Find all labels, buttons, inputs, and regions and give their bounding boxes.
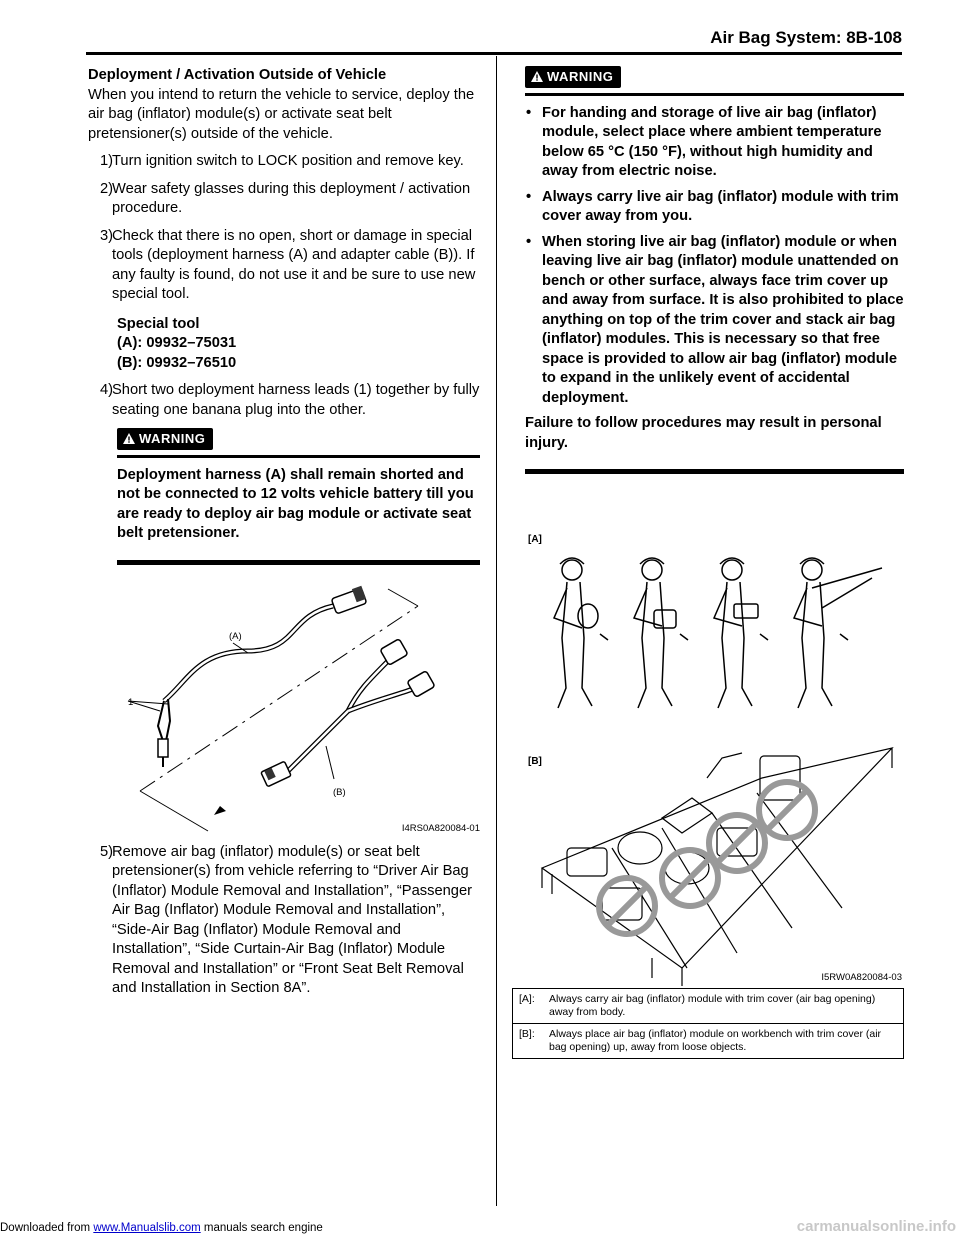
warning-bullet: • Always carry live air bag (inflator) module with trim cover away from you. [512,188,904,227]
step-text: Turn ignition switch to LOCK position and remove key. [112,153,464,169]
warning-text: Deployment harness (A) shall remain shorted and not be connected to 12 volts vehicle battery till you are ready to deploy air bag module or activate seat belt pretensioner. [117,466,474,542]
step-text: Check that there is no open, short or damage in special tools (deployment harness (A) and adapter cable (B)). If any faulty is found, do not use it and be sure to use new special tool. [112,227,476,302]
caption-row [513,989,904,1024]
warning-bullet: • For handing and storage of live air bag (inflator) module, select place where ambient temperature below 65 °C (150 °F), without high humidity and away from electric noise. [512,104,904,182]
intro-paragraph: When you intend to return the vehicle to service, deploy the air bag (inflator) module(s) or activate seat belt pretensioner(s) outside of the vehicle. [88,86,475,142]
label-1: 1 [128,696,134,708]
warning-badge [525,66,621,88]
figure-code: I5RW0A820084-03 [821,972,902,983]
figure-label-b: [B] [528,756,542,767]
caption-table [512,988,904,1059]
page-title: Air Bag System: 8B-108 [710,28,902,47]
label-a: (A) [229,630,242,642]
warning-rule [117,455,480,458]
step-text: Short two deployment harness leads (1) together by fully seating one banana plug into the other. [112,382,480,418]
warning-bullets [512,104,904,409]
footer-suffix: manuals search engine [200,1222,323,1234]
step-1 [88,152,480,172]
footer [0,1222,323,1234]
caption-text: Always carry air bag (inflator) module with trim cover (air bag opening) away from body. [549,993,876,1018]
figure-code: I4RS0A820084-01 [401,822,480,834]
step-number: 3) [100,227,114,244]
step-text: Wear safety glasses during this deployment / activation procedure. [112,180,471,216]
step-number: 4) [100,382,114,398]
warning-end-rule [117,560,480,565]
warning-triangle-icon [531,71,543,82]
step-3 [88,227,480,305]
harness-illustration [88,581,480,833]
warning-end-rule [525,469,904,474]
caption-text: Always place air bag (inflator) module on workbench with trim cover (air bag opening) up, away from loose objects. [549,1028,882,1053]
caption-key: [A]: [519,993,535,1005]
step-number: 2) [100,180,114,197]
footer-link[interactable]: www.Manualslib.com [93,1222,201,1234]
warning-badge [117,428,213,450]
handling-figure [512,528,904,988]
footer-prefix: Downloaded from [0,1222,94,1234]
warning-triangle-icon [123,433,135,444]
left-column [88,66,480,999]
handling-illustration [512,528,904,988]
warning-box [512,66,904,474]
section-heading: Deployment / Activation Outside of Vehicle [88,67,387,83]
warning-label: WARNING [139,431,206,446]
step-2 [88,180,480,219]
footer-watermark: carmanualsonline.info [796,1218,956,1235]
step-number: 5) [100,843,114,860]
step-text: Remove air bag (inflator) module(s) or seat belt pretensioner(s) from vehicle referring to “Driver Air Bag (Inflator) Module Removal and Installation”, “Passenger Air Bag (Inflator) Module Removal and Installation”, “Side-Air Bag (Inflator) Module Removal and Installation”, “Side Curtain-Air Bag (Inflator) Module Removal and Installation” or “Front Seat Belt Removal and Installation in Section 8A”. [112,843,473,997]
warning-box [88,428,480,565]
label-b: (B) [333,786,346,798]
harness-figure [88,581,480,833]
step-4 [88,381,480,420]
warning-label: WARNING [547,69,614,84]
header-rule [86,52,902,55]
figure-label-a: [A] [528,534,542,545]
warning-rule [525,93,904,96]
warning-failure-text: Failure to follow procedures may result in personal injury. [525,415,882,451]
right-column [512,66,904,474]
special-tool-a: (A): 09932–75031 [117,335,237,351]
special-tool-block [88,315,480,374]
step-number: 1) [100,153,114,169]
step-5 [88,843,480,999]
column-divider [496,56,497,1206]
special-tool-b: (B): 09932–76510 [117,354,237,371]
special-tool-heading: Special tool [117,315,200,332]
warning-bullet: • When storing live air bag (inflator) module or when leaving live air bag (inflator) module unattended on bench or other surface, always face trim cover up and away from surface. It is also prohibited to place anything on top of the trim cover and stack air bag (inflator) modules. This is necessary so that free space is provided to allow air bag (inflator) module to expand in the unlikely event of accidental deployment. [512,233,904,409]
caption-key: [B]: [519,1028,535,1040]
caption-row [513,1024,904,1059]
